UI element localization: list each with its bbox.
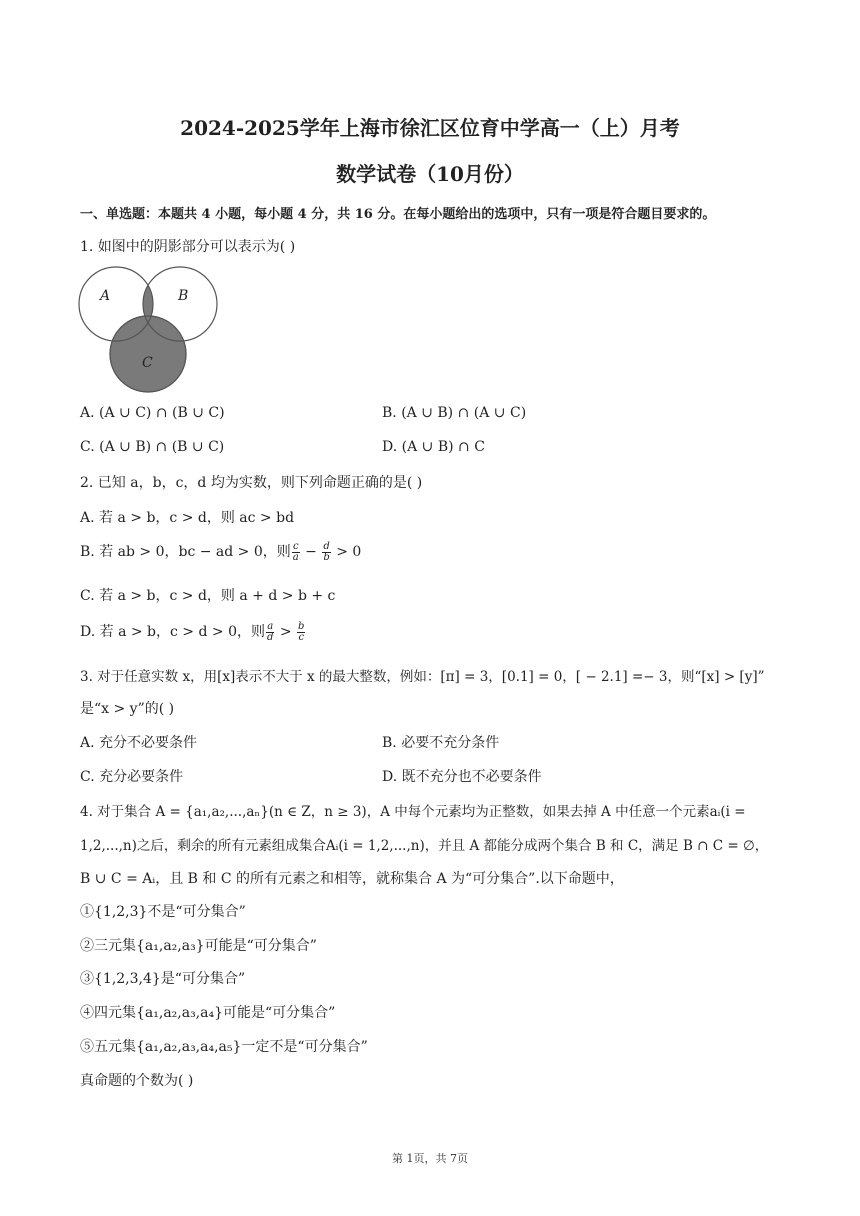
q2-option-b-suffix: > 0 xyxy=(331,544,362,560)
q3-stem-line2: 是“x > y”的( ) xyxy=(80,701,175,717)
venn-label-a: A xyxy=(100,288,111,304)
q4-stem-line2: 1,2,...,n)之后，剩余的所有元素组成集合Aᵢ(i = 1,2,...,n)，并且 A 都能分成两个集合 B 和 C，满足 B ∩ C = ∅， xyxy=(80,838,769,854)
q1-option-c: C. (A ∪ B) ∩ (B ∪ C) xyxy=(80,439,225,455)
q2-option-d-frac2: $\frac{b}{c}$ xyxy=(298,620,305,643)
q2-option-d-gt: > xyxy=(275,624,297,640)
q3-stem-line1: 3. 对于任意实数 x，用[x]表示不大于 x 的最大整数，例如：[π] = 3，[0.1] = 0，[ − 2.1] =− 3，则“[x] > [y]” xyxy=(80,669,765,685)
page-footer: 第 1页，共 7页 xyxy=(392,1152,468,1165)
q2-option-d xyxy=(80,621,306,643)
venn-circle-a xyxy=(79,267,153,341)
q3-option-b: B. 必要不充分条件 xyxy=(382,735,500,751)
venn-diagram xyxy=(76,260,221,395)
venn-label-c: C xyxy=(142,355,153,371)
q2-option-d-frac1: $\frac{a}{d}$ xyxy=(267,620,274,643)
q4-stem-line3: B ∪ C = Aᵢ，且 B 和 C 的所有元素之和相等，就称集合 A 为“可分集合”.以下命题中， xyxy=(80,871,624,887)
q4-item-4: ④四元集{a₁,a₂,a₃,a₄}可能是“可分集合” xyxy=(80,1005,336,1021)
q4-item-5: ⑤五元集{a₁,a₂,a₃,a₄,a₅}一定不是“可分集合” xyxy=(80,1039,368,1055)
venn-circle-b xyxy=(143,267,217,341)
q4-item-3: ③{1,2,3,4}是“可分集合” xyxy=(80,971,246,987)
q4-ask: 真命题的个数为( ) xyxy=(80,1073,194,1089)
q2-stem: 2. 已知 a，b，c，d 均为实数，则下列命题正确的是( ) xyxy=(80,475,423,491)
q2-option-b-minus: − xyxy=(300,544,322,560)
exam-title-line1: 2024-2025学年上海市徐汇区位育中学高一（上）月考 xyxy=(180,116,680,140)
q2-option-b-prefix: B. 若 ab > 0，bc − ad > 0，则 xyxy=(80,544,291,560)
venn-svg xyxy=(76,260,221,395)
q3-option-a: A. 充分不必要条件 xyxy=(80,735,198,751)
q2-option-b xyxy=(80,541,361,563)
q2-option-b-frac1: $\frac{c}{a}$ xyxy=(292,540,299,563)
q2-option-c: C. 若 a > b，c > d，则 a + d > b + c xyxy=(80,588,336,604)
q1-option-b: B. (A ∪ B) ∩ (A ∪ C) xyxy=(382,405,527,421)
q4-stem-line1: 4. 对于集合 A = {a₁,a₂,...,aₙ}(n ∈ Z，n ≥ 3)，A 中每个元素均为正整数，如果去掉 A 中任意一个元素aᵢ(i = xyxy=(80,804,746,820)
venn-label-b: B xyxy=(178,288,189,304)
q1-stem: 1. 如图中的阴影部分可以表示为( ) xyxy=(80,239,296,255)
q3-option-d: D. 既不充分也不必要条件 xyxy=(382,769,542,785)
q2-option-b-frac2: $\frac{d}{b}$ xyxy=(323,540,330,563)
exam-title-line2: 数学试卷（10月份） xyxy=(336,162,524,186)
section-heading: 一、单选题：本题共 4 小题，每小题 4 分，共 16 分。在每小题给出的选项中，只有一项是符合题目要求的。 xyxy=(80,207,716,222)
q2-option-a: A. 若 a > b，c > d，则 ac > bd xyxy=(80,510,295,526)
q4-item-1: ①{1,2,3}不是“可分集合” xyxy=(80,904,246,920)
q1-option-d: D. (A ∪ B) ∩ C xyxy=(382,439,485,455)
q3-option-c: C. 充分必要条件 xyxy=(80,769,184,785)
q4-item-2: ②三元集{a₁,a₂,a₃}可能是“可分集合” xyxy=(80,938,317,954)
q1-option-a: A. (A ∪ C) ∩ (B ∪ C) xyxy=(80,405,225,421)
q2-option-d-prefix: D. 若 a > b，c > d > 0，则 xyxy=(80,624,265,640)
